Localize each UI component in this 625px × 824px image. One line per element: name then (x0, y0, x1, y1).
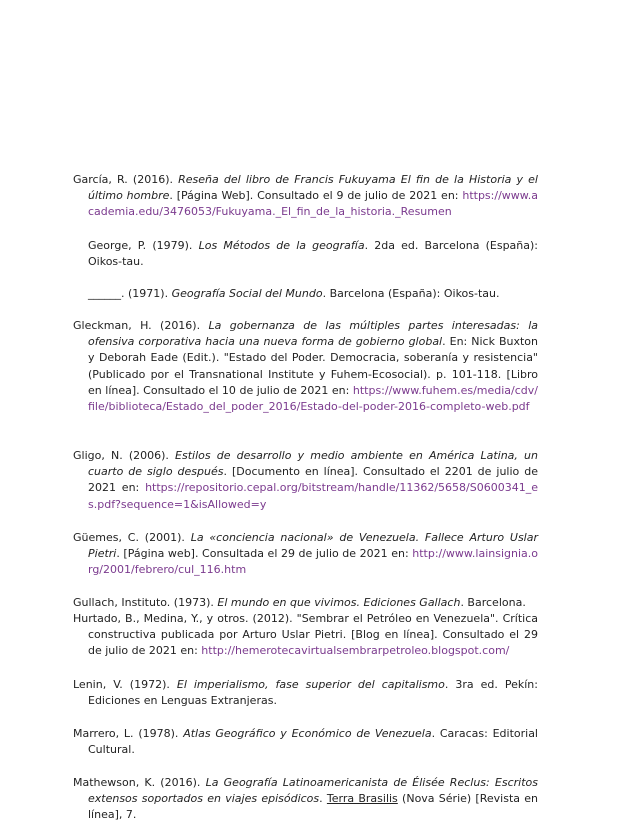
reference-title: Atlas Geográfico y Económico de Venezuela (183, 727, 432, 740)
reference-title: La Geografía Latinoamericanista de Élisée Reclus: Escritos extensos soportados en viajes episódicos (88, 776, 539, 806)
reference-gleckman (73, 318, 538, 415)
reference-details: . Barcelona (España): Oikos-tau. (322, 287, 500, 300)
reference-author: Mathewson, K. (2016). (73, 776, 206, 789)
reference-author-blank: ______ (88, 287, 121, 300)
reference-author: Hurtado, B., Medina, Y., y otros. (2012). "Sembrar el Petróleo en Venezuela". Crítica constructiva publicada por Arturo Uslar Pietri. [Blog en línea]. Consultado el 29 de julio de 2021 en: (73, 612, 538, 658)
reference-link[interactable]: https://www.fuhem.es/media/cdv/file/biblioteca/Estado_del_poder_2016/Estado-del-poder-2016-completo-web.pdf (88, 383, 538, 414)
reference-title: Reseña del libro de Francis Fukuyama El fin de la Historia y el último hombre (88, 173, 538, 203)
reference-mathewson (73, 775, 538, 824)
reference-title: Los Métodos de la geografía (198, 239, 365, 252)
reference-link[interactable]: https://repositorio.cepal.org/bitstream/handle/11362/5658/S0600341_es.pdf?sequence=1&isAllowed=y (88, 481, 538, 511)
reference-george-1979 (73, 238, 538, 270)
reference-author: George, P. (1979). (88, 239, 199, 252)
reference-lenin (73, 677, 538, 709)
reference-author: Gleckman, H. (2016). (73, 319, 209, 332)
reference-details-2: (Nova Série) [Revista en línea], 7. (88, 792, 538, 822)
reference-link[interactable]: http://www.lainsignia.org/2001/febrero/cul_116.htm (88, 547, 538, 577)
reference-george-1971 (73, 286, 538, 302)
reference-year: . (1971). (121, 287, 172, 300)
reference-title: La «conciencia nacional» de Venezuela. Fallece Arturo Uslar Pietri (88, 531, 538, 561)
reference-details: . [Página Web]. Consultado el 9 de julio de 2021 en: (169, 189, 463, 203)
reference-author: Marrero, L. (1978). (73, 727, 184, 740)
reference-link[interactable]: https://www.academia.edu/3476053/Fukuyama._El_fin_de_la_historia._Resumen (88, 189, 538, 219)
reference-title: Estilos de desarrollo y medio ambiente en América Latina, un cuarto de siglo después (88, 449, 538, 479)
reference-details: . 3ra ed. Pekín: Ediciones en Lenguas Extranjeras. (88, 678, 538, 708)
reference-journal: Terra Brasilis (326, 792, 398, 806)
reference-author: Lenin, V. (1972). (73, 678, 177, 691)
reference-title: El mundo en que vivimos. Ediciones Gallach (217, 596, 461, 609)
reference-details: . Caracas: Editorial Cultural. (88, 727, 538, 757)
reference-details: . En: Nick Buxton y Deborah Eade (Edit.). "Estado del Poder. Democracia, soberanía y resistencia" (Publicado por el Transnational Institute y Fuhem-Ecosocial). p. 101-118. [Libro en línea]. Consultado el 10 de julio de 2021 en: (88, 335, 539, 397)
reference-details: . [Documento en línea]. Consultado el 2201 de julio de 2021 en: (88, 465, 538, 495)
reference-details: . [Página web]. Consultada el 29 de julio de 2021 en: (116, 547, 413, 561)
reference-gligo (73, 448, 538, 513)
reference-marrero (73, 726, 538, 758)
reference-details: . Barcelona. (460, 596, 526, 609)
reference-title: El imperialismo, fase superior del capitalismo (176, 678, 445, 691)
reference-hurtado (73, 611, 538, 660)
reference-author: Gligo, N. (2006). (73, 449, 176, 462)
reference-gallach (73, 595, 538, 611)
reference-link[interactable]: http://hemerotecavirtualsembrarpetroleo.blogspot.com/ (201, 644, 510, 658)
reference-author: García, R. (2016). (73, 173, 179, 186)
reference-title: Geografía Social del Mundo (171, 287, 323, 300)
reference-garcia (73, 172, 538, 221)
reference-guemes (73, 530, 538, 579)
reference-author: Gullach, Instituto. (1973). (73, 596, 218, 609)
reference-details: . 2da ed. Barcelona (España): Oikos-tau. (88, 239, 539, 269)
reference-details: . (319, 792, 327, 806)
reference-author: Güemes, C. (2001). (73, 531, 191, 544)
reference-title: La gobernanza de las múltiples partes interesadas: la ofensiva corporativa hacia una nueva forma de gobierno global (88, 319, 539, 349)
